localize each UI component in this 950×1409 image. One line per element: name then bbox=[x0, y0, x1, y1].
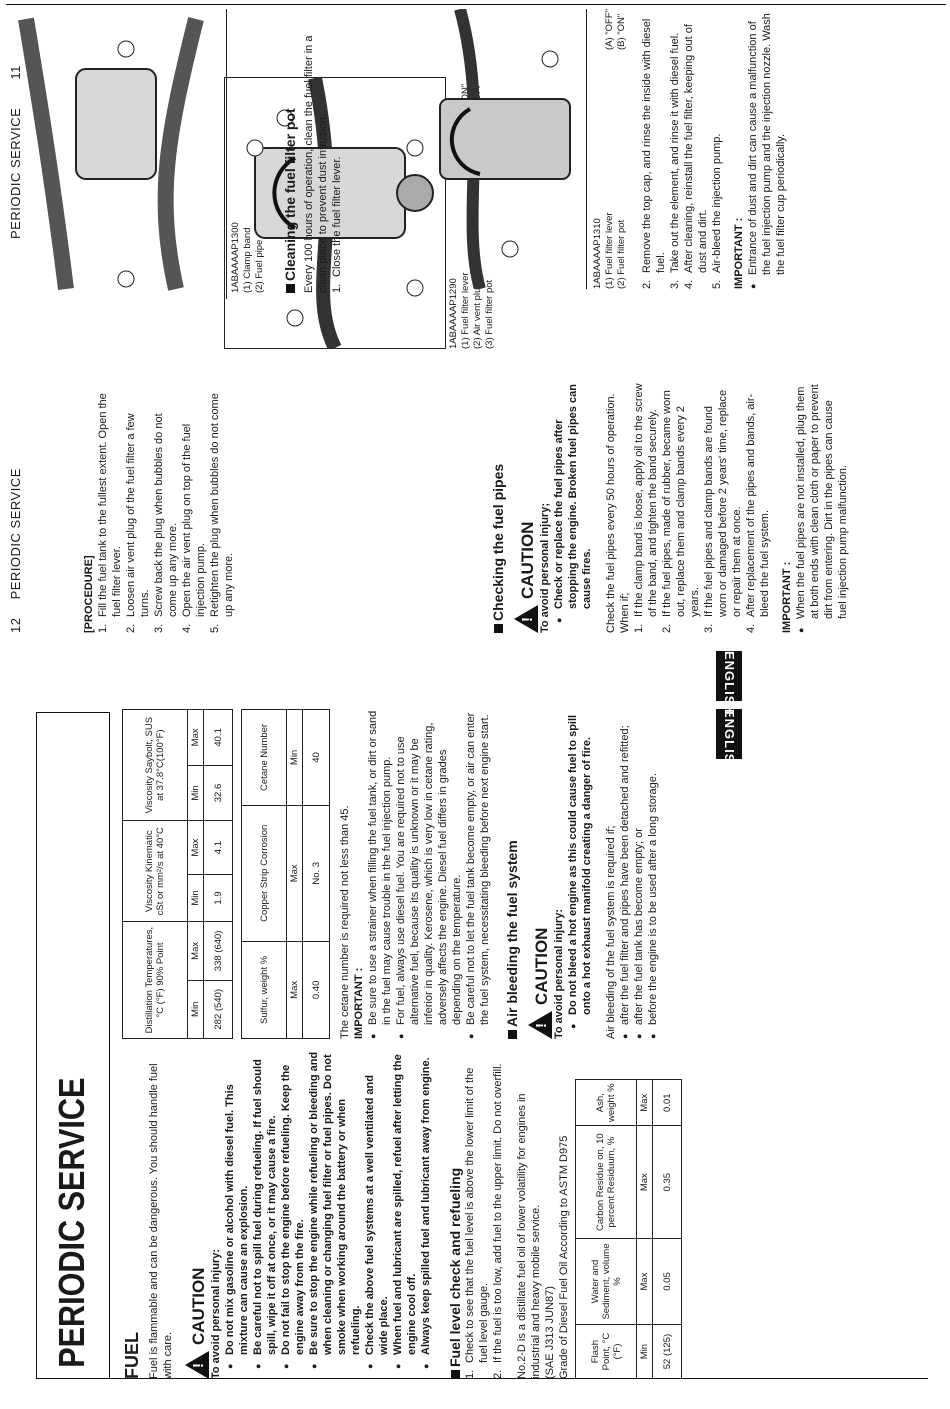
table-cell: 4.1 bbox=[204, 821, 233, 875]
air-required: Air bleeding of the fuel system is required if; bbox=[605, 825, 617, 1039]
air-item: ● after the fuel filter and pipes have been detached and refitted; bbox=[618, 709, 632, 1039]
cetane-note: The cetane number is required not less than 45. bbox=[339, 805, 351, 1039]
air-item: ● before the engine is to be used after a long storage. bbox=[646, 709, 660, 1039]
important-label: IMPORTANT : bbox=[733, 217, 745, 289]
step: 1. If the clamp band is loose, apply oil to the screw of the band, and tighten the band securely. bbox=[633, 383, 659, 633]
table-cell: 0.35 bbox=[653, 1126, 682, 1238]
language-tab-right: ENGLISH bbox=[716, 651, 742, 701]
step: 2. Remove the top cap, and rinse the inside with diesel fuel. bbox=[641, 18, 667, 289]
legend-item: (1) Fuel filter lever bbox=[460, 272, 471, 349]
table-cell: 40 bbox=[303, 710, 330, 806]
column-1 bbox=[122, 1049, 682, 1379]
step: 1. Fill the fuel tank to the fullest extent. Open the fuel filter lever. bbox=[97, 393, 123, 633]
figure-code: 1ABAAAAP1310 bbox=[592, 218, 603, 289]
legend-item: (A) "OFF" bbox=[604, 9, 615, 51]
table-cell: Max bbox=[188, 710, 204, 766]
page-number: 11 bbox=[8, 65, 23, 80]
header-right bbox=[8, 413, 23, 633]
table-cell: Max bbox=[637, 1238, 653, 1324]
sae-line: (SAE J313 JUN87) bbox=[544, 1286, 556, 1379]
section-heading-fuel: FUEL bbox=[122, 1332, 142, 1379]
divider bbox=[108, 1377, 928, 1379]
title-box bbox=[36, 712, 110, 1379]
page-header: PERIODIC SERVICE bbox=[8, 468, 23, 600]
clean-step-1 bbox=[330, 13, 344, 293]
caution-title: CAUTION bbox=[189, 1267, 208, 1345]
table-header: Sulfur, weight % bbox=[242, 941, 287, 1038]
fuel-level-steps bbox=[463, 1049, 505, 1379]
section-heading-fuel-pipes: Checking the fuel pipes bbox=[490, 383, 506, 633]
important-item: ● Be careful not to let the fuel tank become empty, or air can enter the fuel system, necessitating bleeding before next engine start. bbox=[464, 709, 492, 1039]
page-header: PERIODIC SERVICE bbox=[8, 107, 23, 239]
table-cell: 0.40 bbox=[303, 941, 330, 1038]
caution-item: ● When fuel and lubricant are spilled, refuel after letting the engine cool off. bbox=[391, 1049, 419, 1369]
caution-item: ● Be careful not to spill fuel during refueling. If fuel should spill, wipe it off at once, or it may cause a fire. bbox=[251, 1049, 279, 1369]
caution-item: ● Do not bleed a hot engine as this could cause fuel to spill onto a hot exhaust manifold creating a danger of fire. bbox=[566, 709, 594, 1029]
step: 5. Retighten the plug when bubbles do not come up any more. bbox=[209, 393, 235, 633]
table-cell: 338 (640) bbox=[204, 922, 233, 980]
caution-item: ● Always keep spilled fuel and lubricant away from engine. bbox=[419, 1049, 433, 1369]
table-cell: 52 (125) bbox=[653, 1325, 682, 1379]
fuel-spec-table-3 bbox=[241, 709, 330, 1039]
caution-item: ● Check the above fuel systems at a well ventilated and wide place. bbox=[363, 1049, 391, 1369]
important-item: ● Entrance of dust and dirt can cause a malfunction of the fuel injection pump and the injection nozzle. Wash the fuel filter cup periodically. bbox=[746, 9, 788, 289]
grade-line: Grade of Diesel Fuel Oil According to ASTM D975 bbox=[558, 1135, 570, 1379]
air-list bbox=[618, 709, 660, 1039]
legend-item: (2) Fuel pipe bbox=[254, 239, 265, 293]
clean-steps bbox=[640, 9, 724, 289]
table-header: Distillation Temperatures, °C (°F) 90% Point bbox=[123, 922, 188, 1039]
table-header: Cetane Number bbox=[242, 710, 287, 806]
table-cell: Max bbox=[637, 1126, 653, 1238]
table-cell: 0.01 bbox=[653, 1080, 682, 1126]
caution-list bbox=[223, 1049, 433, 1369]
table-cell: Max bbox=[287, 941, 303, 1038]
important-label: IMPORTANT : bbox=[353, 967, 365, 1039]
cleaning-section bbox=[282, 13, 344, 293]
step: 3. Screw back the plug when bubbles do not come up any more. bbox=[153, 413, 179, 633]
air-caution-block bbox=[528, 709, 552, 1039]
table-cell: Min bbox=[188, 765, 204, 821]
table-header: Carbon Residue on, 10 percent Residuum, % bbox=[576, 1126, 637, 1238]
table-header: Ash, weight % bbox=[576, 1080, 637, 1126]
step: 4. Open the air vent plug on top of the fuel injection pump. bbox=[181, 423, 207, 633]
caution-item: ● Do not mix gasoline or alcohol with diesel fuel. This mixture can cause an explosion. bbox=[223, 1049, 251, 1369]
legend-item: (2) Fuel filter pot bbox=[616, 219, 627, 289]
table-cell: 1.9 bbox=[204, 874, 233, 921]
fuel-filter-figure-2 bbox=[400, 9, 587, 289]
right-column-1 bbox=[82, 393, 236, 633]
step: 5. Air-bleed the injection pump. bbox=[711, 133, 723, 289]
warning-icon: ! bbox=[185, 1351, 209, 1379]
warning-icon: ! bbox=[514, 605, 538, 633]
important-item: ● For fuel, always use diesel fuel. You are required not to use alternative fuel, because its quality is unknown or it may be inferior in quality. Kerosene, which is very low in cetane rating, adversely affects the engine. Diesel fuel differs in grades depending on the temperature. bbox=[394, 709, 464, 1039]
step: 4. After cleaning, reinstall the fuel filter, keeping out of dust and dirt. bbox=[683, 24, 709, 289]
step: 2. If the fuel is too low, add fuel to the upper limit. Do not overfill. bbox=[492, 1063, 504, 1379]
caution-block bbox=[185, 1049, 209, 1379]
cleaning-steps-section bbox=[640, 9, 788, 289]
important-item: ● Be sure to use a strainer when filling the fuel tank, or dirt or sand in the fuel may cause trouble in the fuel injection pump. bbox=[366, 709, 394, 1039]
important-item: ● When the fuel pipes are not installed, plug them at both ends with clean cloth or paper to prevent dirt from entering. Dirt in the pipes can cause fuel injection pump malfunction. bbox=[794, 383, 850, 633]
warning-icon: ! bbox=[528, 1011, 552, 1039]
step: 1. Check to see that the fuel level is above the lower limit of the fuel level gauge. bbox=[464, 1067, 490, 1379]
fuel-pipe-figure bbox=[6, 9, 227, 299]
air-item: ● after the fuel tank has become empty; or bbox=[632, 709, 646, 1039]
pipes-intro: Check the fuel pipes every 50 hours of operation. When if; bbox=[605, 393, 631, 633]
fuel-pipe-illustration bbox=[6, 9, 226, 299]
diesel-intro: No.2-D is a distillate fuel oil of lower volatility for engines in industrial and heavy mobile service. bbox=[516, 1093, 542, 1379]
legend-item: (B) "ON" bbox=[616, 13, 627, 51]
table-cell: No. 3 bbox=[303, 805, 330, 941]
page-title: PERIODIC SERVICE bbox=[51, 1077, 92, 1368]
legend-item: (3) Fuel filter pot bbox=[484, 279, 495, 349]
caution-title: CAUTION bbox=[532, 927, 551, 1005]
procedure-steps bbox=[96, 393, 236, 633]
legend-item: (2) Air vent plug bbox=[472, 282, 483, 349]
table-header: Water and Sediment, volume % bbox=[576, 1238, 637, 1324]
important-label: IMPORTANT : bbox=[781, 561, 793, 633]
caution-item: ● Be sure to stop the engine while refueling or bleeding and when cleaning or changing fuel filter or fuel pipes. Do not smoke when working around the battery or when refueling. bbox=[307, 1049, 363, 1369]
step: 2. Loosen air vent plug of the fuel filter a few turns. bbox=[125, 413, 151, 633]
table-header: Flash Point, °C (°F) bbox=[576, 1325, 637, 1379]
pipes-steps bbox=[632, 383, 772, 633]
table-header: Copper Strip Corrosion bbox=[242, 805, 287, 941]
step: 2. If the fuel pipes, made of rubber, became worn out, replace them and clamp bands every 2 years. bbox=[661, 390, 701, 633]
pipes-caution-block bbox=[514, 383, 538, 633]
caution-lead: To avoid personal injury: bbox=[210, 1249, 222, 1379]
pipes-caution-list bbox=[552, 383, 594, 623]
right-column-2 bbox=[490, 383, 850, 633]
table-header: Viscosity Saybolt, SUS at 37.8°C(100°F) bbox=[123, 710, 188, 821]
table-header: Viscosity Kinematic cSt or mm²/s at 40°C bbox=[123, 821, 188, 922]
fuel-intro: Fuel is flammable and can be dangerous. You should handle fuel with care. bbox=[148, 1063, 174, 1379]
air-caution-list bbox=[566, 709, 594, 1029]
language-tab-left: ENGLISH bbox=[716, 709, 742, 759]
caution-lead: To avoid personal injury: bbox=[553, 909, 565, 1039]
fuel-filter-pot-illustration bbox=[400, 9, 586, 289]
caution-item: ● Check or replace the fuel pipes after stopping the engine. Broken fuel pipes can cause fires. bbox=[552, 383, 594, 623]
table-cell: 0.05 bbox=[653, 1238, 682, 1324]
page-number: 12 bbox=[8, 617, 23, 633]
table-cell: Min bbox=[637, 1325, 653, 1379]
table-cell: 32.6 bbox=[204, 765, 233, 821]
section-heading-air-bleeding: Air bleeding the fuel system bbox=[504, 709, 520, 1039]
procedure-label: [PROCEDURE] bbox=[83, 555, 95, 633]
figure-code: 1ABAAAAP1290 bbox=[448, 278, 459, 349]
fuel-spec-table-1 bbox=[575, 1079, 682, 1379]
important-list bbox=[366, 709, 492, 1039]
caution-item: ● Do not fail to stop the engine before refueling. Keep the engine away from the fire. bbox=[279, 1049, 307, 1369]
table-cell: Max bbox=[287, 805, 303, 941]
table-cell: 282 (540) bbox=[204, 980, 233, 1038]
right-divider bbox=[6, 3, 946, 5]
table-cell: Max bbox=[637, 1080, 653, 1126]
table-cell: Min bbox=[188, 980, 204, 1038]
step: 3. Take out the element, and rinse it with diesel fuel. bbox=[669, 32, 681, 289]
table-cell: Min bbox=[287, 710, 303, 806]
section-heading-cleaning: Cleaning the fuel filter pot bbox=[282, 13, 298, 293]
caution-title: CAUTION bbox=[518, 521, 537, 599]
step: 4. After replacement of the pipes and bands, air-bleed the fuel system. bbox=[745, 393, 771, 633]
clean-intro: Every 100 hours of operation, clean the fuel filter in a clean place to prevent dust intrusion. bbox=[303, 35, 329, 293]
section-heading-fuel-level: Fuel level check and refueling bbox=[447, 1049, 463, 1379]
table-cell: Max bbox=[188, 821, 204, 875]
table-cell: 40.1 bbox=[204, 710, 233, 766]
fig2-caption bbox=[230, 13, 266, 293]
table-cell: Max bbox=[188, 922, 204, 980]
figure-code: 1ABAAAAP1300 bbox=[230, 222, 241, 293]
column-2 bbox=[122, 709, 660, 1039]
pipes-important-list bbox=[794, 383, 850, 633]
clean-important-list bbox=[746, 9, 788, 289]
legend-item: (1) Fuel filter lever bbox=[604, 212, 615, 289]
table-cell: Min bbox=[188, 874, 204, 921]
caution-lead: To avoid personal injury; bbox=[539, 503, 551, 633]
fig3-caption bbox=[592, 9, 628, 289]
step: 1. Close the fuel filter lever. bbox=[331, 156, 343, 293]
legend-item: (1) Clamp band bbox=[242, 227, 253, 293]
step: 3. If the fuel pipes and clamp bands are found worn or damaged before 2 years' time, replace or repair them at once. bbox=[703, 389, 743, 633]
fuel-spec-table-2 bbox=[122, 709, 233, 1039]
